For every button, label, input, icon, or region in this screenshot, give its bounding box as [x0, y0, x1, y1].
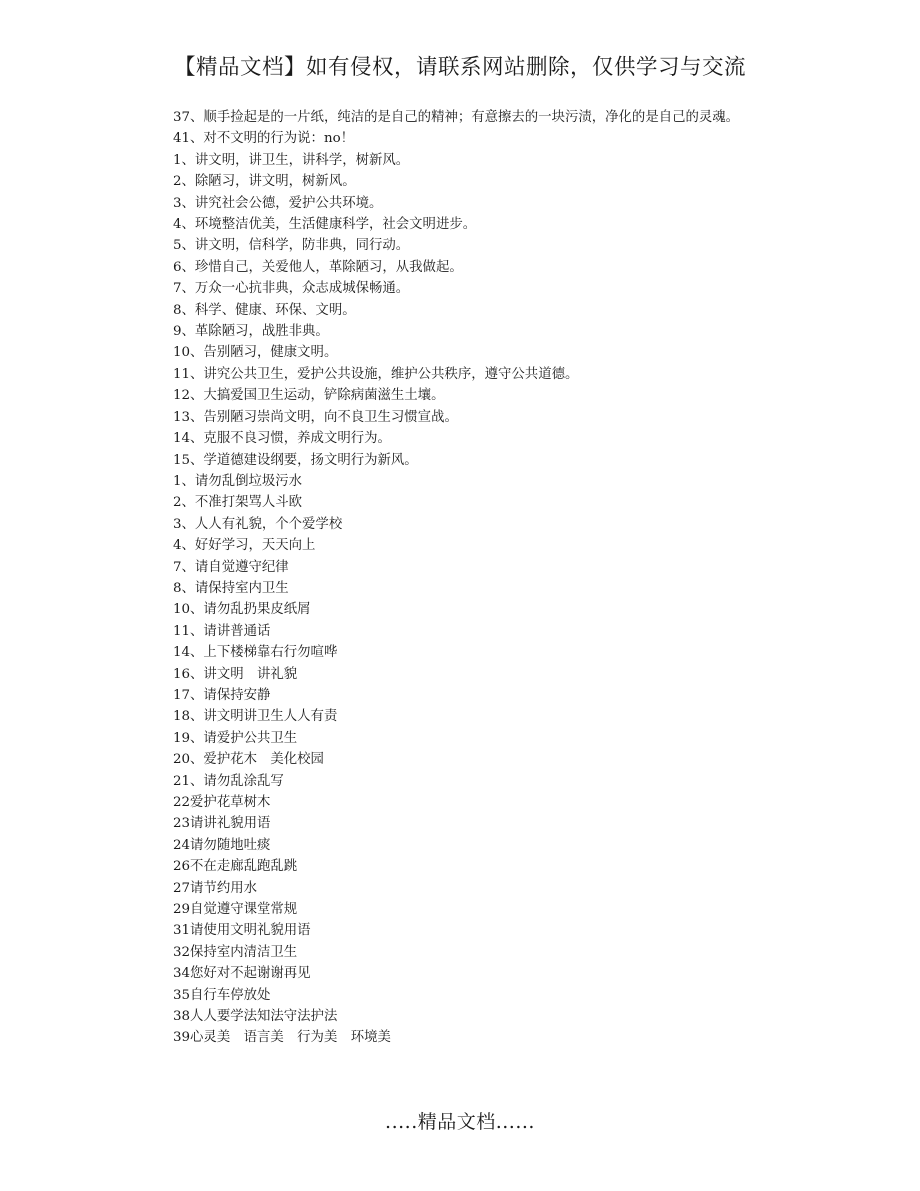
slogan-line: 29自觉遵守课堂常规: [173, 902, 298, 918]
slogan-line: 41、对不文明的行为说：no！: [173, 131, 355, 147]
slogan-line: 21、请勿乱涂乱写: [173, 773, 284, 789]
slogan-line: 4、环境整洁优美，生活健康科学，社会文明进步。: [173, 217, 477, 233]
slogan-line: 32保持室内清洁卫生: [173, 944, 298, 960]
slogan-line: 14、上下楼梯靠右行勿喧哗: [173, 645, 338, 661]
slogan-line: 26不在走廊乱跑乱跳: [173, 859, 298, 875]
slogan-line: 1、讲文明，讲卫生，讲科学，树新风。: [173, 152, 410, 168]
slogan-line: 15、学道德建设纲要，扬文明行为新风。: [173, 452, 418, 468]
slogan-line: 17、请保持安静: [173, 687, 271, 703]
slogan-line: 2、除陋习，讲文明，树新风。: [173, 174, 356, 190]
slogan-line: 6、珍惜自己，关爱他人，革除陋习，从我做起。: [173, 259, 463, 275]
slogan-line: 11、请讲普通话: [173, 623, 271, 639]
slogan-line: 20、爱护花木 美化校园: [173, 752, 324, 768]
slogan-line: 35自行车停放处: [173, 987, 271, 1003]
slogan-line: 19、请爱护公共卫生: [173, 730, 298, 746]
slogan-line: 2、不准打架骂人斗欧: [173, 495, 303, 511]
slogan-line: 12、大搞爱国卫生运动，铲除病菌滋生土壤。: [173, 388, 445, 404]
page-footer: .....精品文档......: [385, 1111, 535, 1133]
slogan-line: 31请使用文明礼貌用语: [173, 923, 311, 939]
slogan-line: 8、科学、健康、环保、文明。: [173, 302, 356, 318]
slogan-line: 4、好好学习，天天向上: [173, 538, 316, 554]
slogan-line: 24请勿随地吐痰: [173, 837, 271, 853]
slogan-line: 38人人要学法知法守法护法: [173, 1009, 338, 1025]
slogan-line: 27请节约用水: [173, 880, 257, 896]
slogan-line: 18、讲文明讲卫生人人有责: [173, 709, 338, 725]
slogan-line: 8、请保持室内卫生: [173, 580, 289, 596]
slogan-line: 10、请勿乱扔果皮纸屑: [173, 602, 311, 618]
slogan-line: 10、告别陋习，健康文明。: [173, 345, 338, 361]
slogan-line: 34您好对不起谢谢再见: [173, 966, 311, 982]
slogan-line: 22爱护花草树木: [173, 795, 271, 810]
slogan-line: 16、讲文明 讲礼貌: [173, 666, 298, 682]
document-body: [136, 107, 786, 1049]
page-header: 【精品文档】如有侵权，请联系网站删除，仅供学习与交流: [173, 55, 746, 80]
slogan-line: 1、请勿乱倒垃圾污水: [173, 473, 303, 489]
slogan-line: 3、讲究社会公德，爱护公共环境。: [173, 195, 383, 211]
slogan-line: 13、告别陋习崇尚文明，向不良卫生习惯宣战。: [173, 409, 458, 425]
slogan-line: 5、讲文明，信科学，防非典，同行动。: [173, 238, 410, 254]
slogan-line: 23请讲礼貌用语: [173, 816, 271, 832]
slogan-line: 7、请自觉遵守纪律: [173, 559, 289, 575]
slogan-line: 7、万众一心抗非典，众志成城保畅通。: [173, 281, 410, 297]
slogan-list: [136, 128, 786, 1048]
intro-paragraph: 37、顺手捡起是的一片纸，纯洁的是自己的精神；有意擦去的一块污渍，净化的是自己的灵魂。: [173, 110, 740, 125]
slogan-line: 11、讲究公共卫生，爱护公共设施，维护公共秩序，遵守公共道德。: [173, 366, 579, 382]
slogan-line: 3、人人有礼貌，个个爱学校: [173, 516, 343, 532]
slogan-line: 39心灵美 语言美 行为美 环境美: [173, 1030, 391, 1046]
slogan-line: 14、克服不良习惯，养成文明行为。: [173, 431, 391, 447]
slogan-line: 9、革除陋习，战胜非典。: [173, 324, 329, 340]
